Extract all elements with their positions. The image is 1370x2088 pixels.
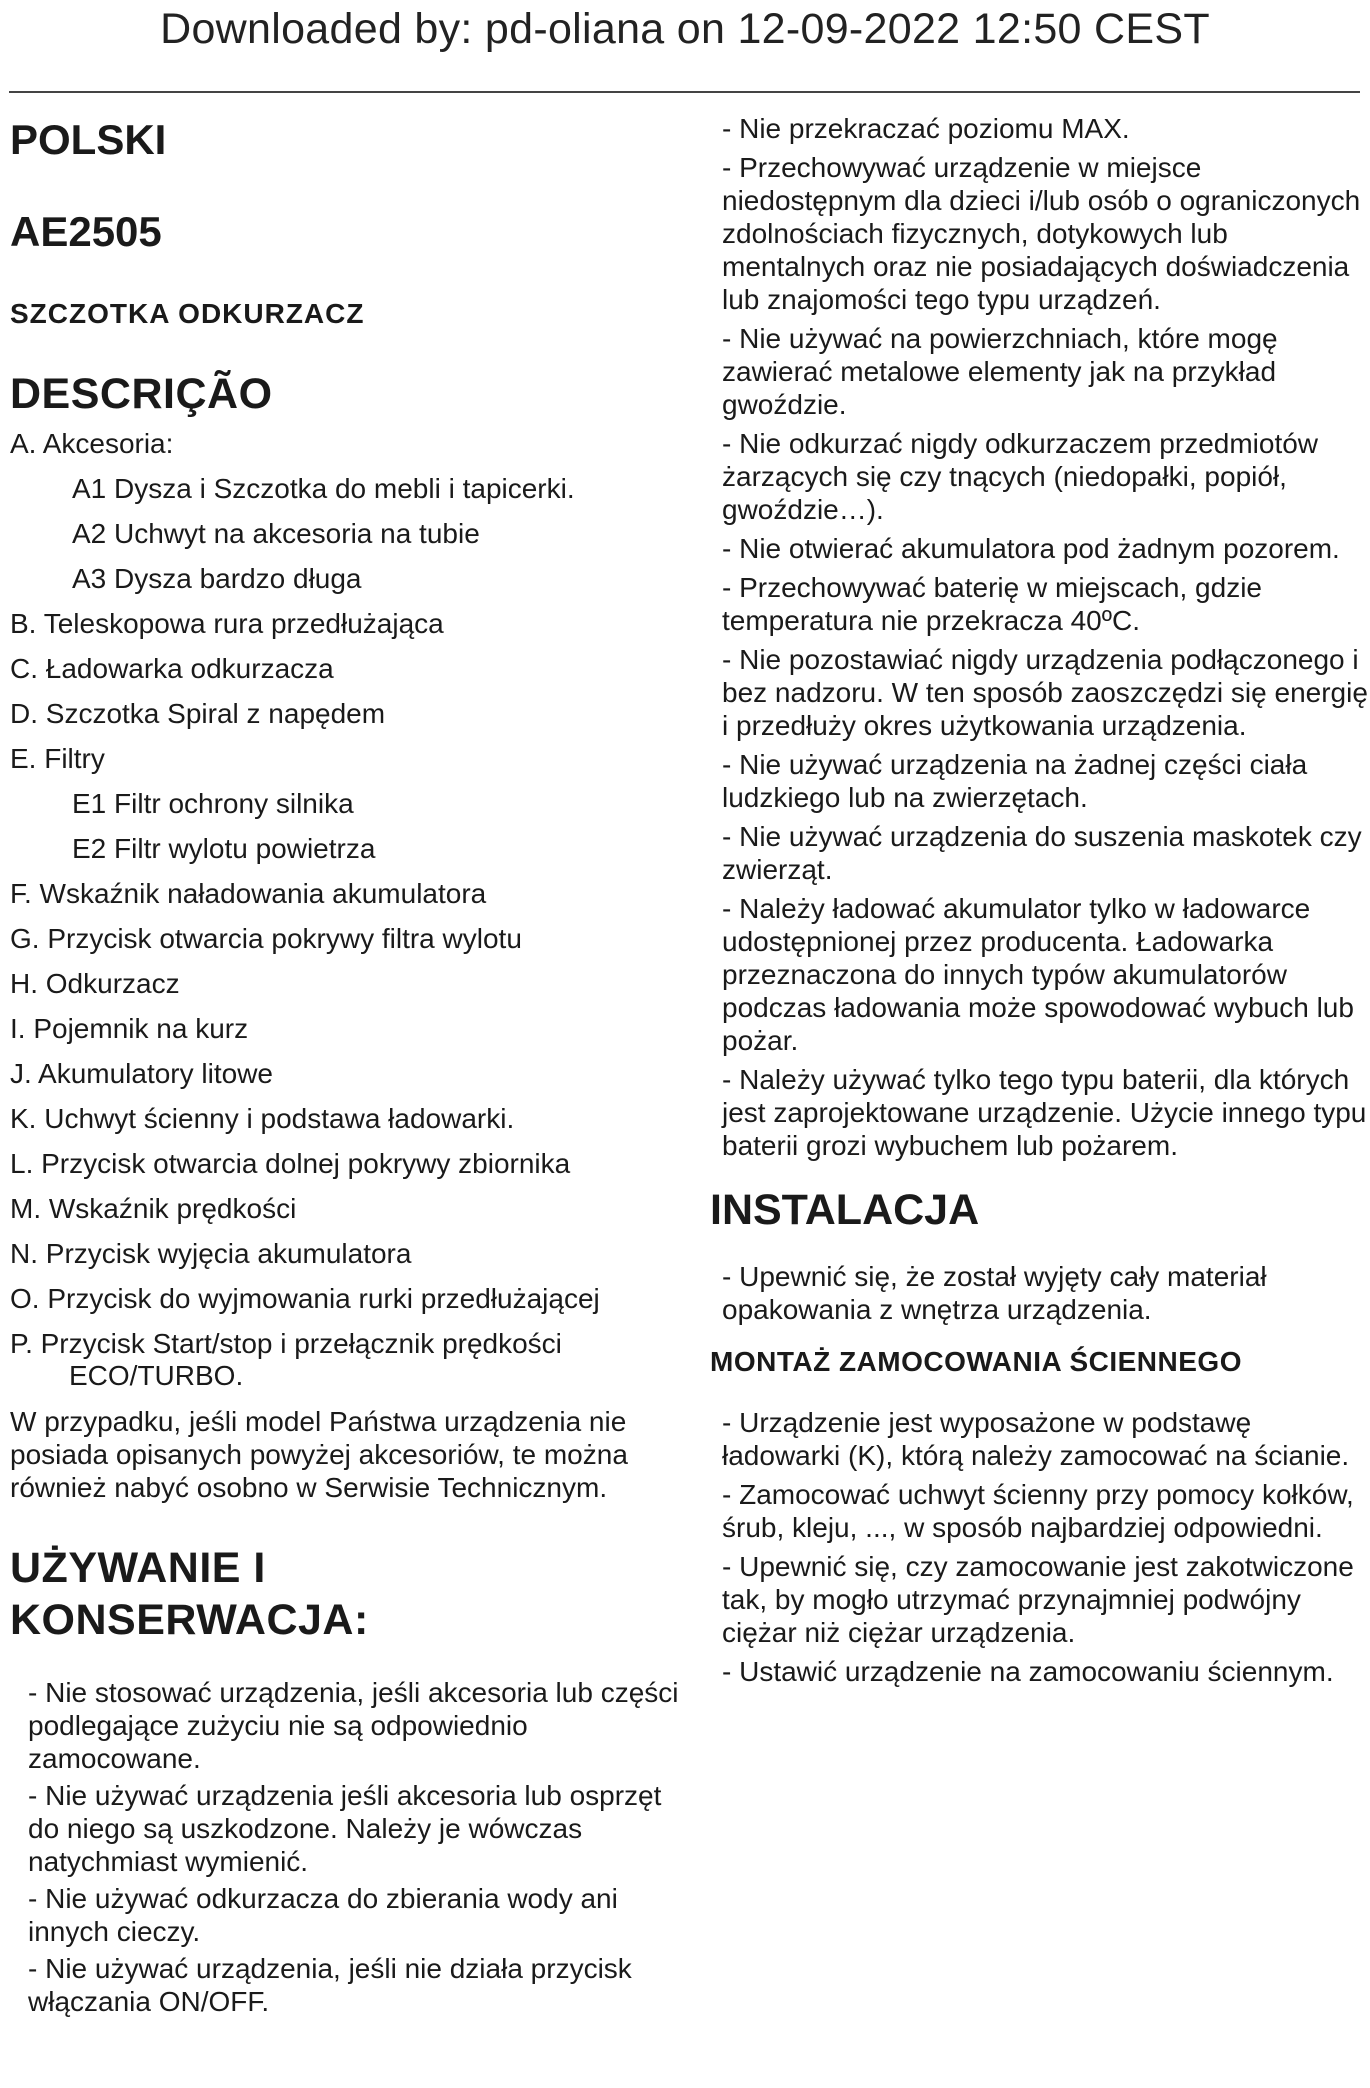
list-item: - Nie używać urządzenia na żadnej części ciała ludzkiego lub na zwierzętach.: [722, 749, 1308, 813]
list-item: - Ustawić urządzenie na zamocowaniu ściennym.: [722, 1656, 1334, 1687]
description-list: [10, 428, 690, 1392]
usage-bullets-continued: [710, 112, 1370, 1162]
usage-bullets: [28, 1676, 690, 2018]
list-item: F. Wskaźnik naładowania akumulatora: [10, 878, 487, 909]
header-divider: [9, 91, 1360, 93]
list-item: - Nie stosować urządzenia, jeśli akcesoria lub części podlegające zużyciu nie są odpowiednio zamocowane.: [28, 1677, 679, 1774]
list-item: - Upewnić się, że został wyjęty cały materiał opakowania z wnętrza urządzenia.: [722, 1261, 1267, 1325]
usage-heading: [10, 1542, 690, 1646]
list-item: - Upewnić się, czy zamocowanie jest zakotwiczone tak, by mogło utrzymać przynajmniej podwójny ciężar niż ciężar urządzenia.: [722, 1551, 1354, 1648]
language-heading: POLSKI: [10, 116, 167, 163]
list-item: - Nie używać na powierzchniach, które mogę zawierać metalowe elementy jak na przykład gwoździe.: [722, 323, 1278, 420]
list-item: A2 Uchwyt na akcesoria na tubie: [72, 518, 480, 549]
list-item: E2 Filtr wylotu powietrza: [72, 833, 376, 864]
list-item: H. Odkurzacz: [10, 968, 180, 999]
list-item: - Nie używać odkurzacza do zbierania wody ani innych cieczy.: [28, 1883, 618, 1947]
list-item: A1 Dysza i Szczotka do mebli i tapicerki.: [72, 473, 575, 504]
list-item-p-line2: ECO/TURBO.: [69, 1360, 244, 1391]
accessories-note: W przypadku, jeśli model Państwa urządzenia nie posiada opisanych powyżej akcesoriów, te można również nabyć osobno w Serwisie Technicznym.: [10, 1406, 628, 1503]
list-item: M. Wskaźnik prędkości: [10, 1193, 297, 1224]
list-item-p-line1: P. Przycisk Start/stop i przełącznik prędkości: [10, 1328, 562, 1359]
list-item: - Przechowywać urządzenie w miejsce niedostępnym dla dzieci i/lub osób o ograniczonych zdolnościach fizycznych, dotykowych lub mentalnych oraz nie posiadających doświadczenia lub znajomości tego typu urządzeń.: [722, 152, 1361, 315]
list-item: - Przechowywać baterię w miejscach, gdzie temperatura nie przekracza 40ºC.: [722, 572, 1262, 636]
list-item: O. Przycisk do wyjmowania rurki przedłużającej: [10, 1283, 600, 1314]
list-item-p: [10, 1328, 690, 1392]
installation-bullets: [710, 1260, 1370, 1326]
list-item: - Nie otwierać akumulatora pod żadnym pozorem.: [722, 533, 1340, 564]
list-item: L. Przycisk otwarcia dolnej pokrywy zbiornika: [10, 1148, 571, 1179]
list-item: C. Ładowarka odkurzacza: [10, 653, 334, 684]
usage-heading-line1: UŻYWANIE I: [10, 1544, 266, 1592]
product-heading: SZCZOTKA ODKURZACZ: [10, 298, 365, 329]
installation-heading: INSTALACJA: [710, 1186, 980, 1234]
wall-mount-bullets: [710, 1406, 1370, 1688]
right-column: [710, 112, 1370, 1694]
list-item: E. Filtry: [10, 743, 105, 774]
list-item: - Nie używać urządzenia do suszenia maskotek czy zwierząt.: [722, 821, 1362, 885]
left-column: [10, 110, 690, 2022]
list-item: A. Akcesoria:: [10, 428, 174, 459]
list-item: I. Pojemnik na kurz: [10, 1013, 249, 1044]
wall-mount-heading: MONTAŻ ZAMOCOWANIA ŚCIENNEGO: [710, 1346, 1242, 1377]
list-item: G. Przycisk otwarcia pokrywy filtra wylotu: [10, 923, 522, 954]
list-item: - Nie pozostawiać nigdy urządzenia podłączonego i bez nadzoru. W ten sposób zaoszczędzi się energię i przedłuży okres użytkowania urządzenia.: [722, 644, 1368, 741]
list-item: - Zamocować uchwyt ścienny przy pomocy kołków, śrub, kleju, ..., w sposób najbardziej odpowiedni.: [722, 1479, 1354, 1543]
list-item: B. Teleskopowa rura przedłużająca: [10, 608, 444, 639]
usage-heading-line2: KONSERWACJA:: [10, 1596, 369, 1644]
list-item: - Nie odkurzać nigdy odkurzaczem przedmiotów żarzących się czy tnących (niedopałki, popiół, gwoździe…).: [722, 428, 1319, 525]
list-item: K. Uchwyt ścienny i podstawa ładowarki.: [10, 1103, 515, 1134]
download-header: Downloaded by: pd-oliana on 12-09-2022 12:50 CEST: [160, 5, 1210, 53]
list-item: J. Akumulatory litowe: [10, 1058, 273, 1089]
list-item: - Nie używać urządzenia jeśli akcesoria lub osprzęt do niego są uszkodzone. Należy je wówczas natychmiast wymienić.: [28, 1780, 662, 1877]
list-item: E1 Filtr ochrony silnika: [72, 788, 354, 819]
list-item: - Urządzenie jest wyposażone w podstawę ładowarki (K), którą należy zamocować na ścianie.: [722, 1407, 1350, 1471]
list-item: A3 Dysza bardzo długa: [72, 563, 362, 594]
list-item: - Nie przekraczać poziomu MAX.: [722, 113, 1130, 144]
list-item: D. Szczotka Spiral z napędem: [10, 698, 386, 729]
list-item: - Nie używać urządzenia, jeśli nie działa przycisk włączania ON/OFF.: [28, 1953, 632, 2017]
list-item: - Należy używać tylko tego typu baterii, dla których jest zaprojektowane urządzenie. Użycie innego typu baterii grozi wybuchem lub pożarem.: [722, 1064, 1367, 1161]
model-heading: AE2505: [10, 208, 162, 255]
description-heading: DESCRIÇÃO: [10, 370, 273, 418]
list-item: - Należy ładować akumulator tylko w ładowarce udostępnionej przez producenta. Ładowarka przeznaczona do innych typów akumulatorów podczas ładowania może spowodować wybuch lub pożar.: [722, 893, 1354, 1056]
list-item: N. Przycisk wyjęcia akumulatora: [10, 1238, 412, 1269]
